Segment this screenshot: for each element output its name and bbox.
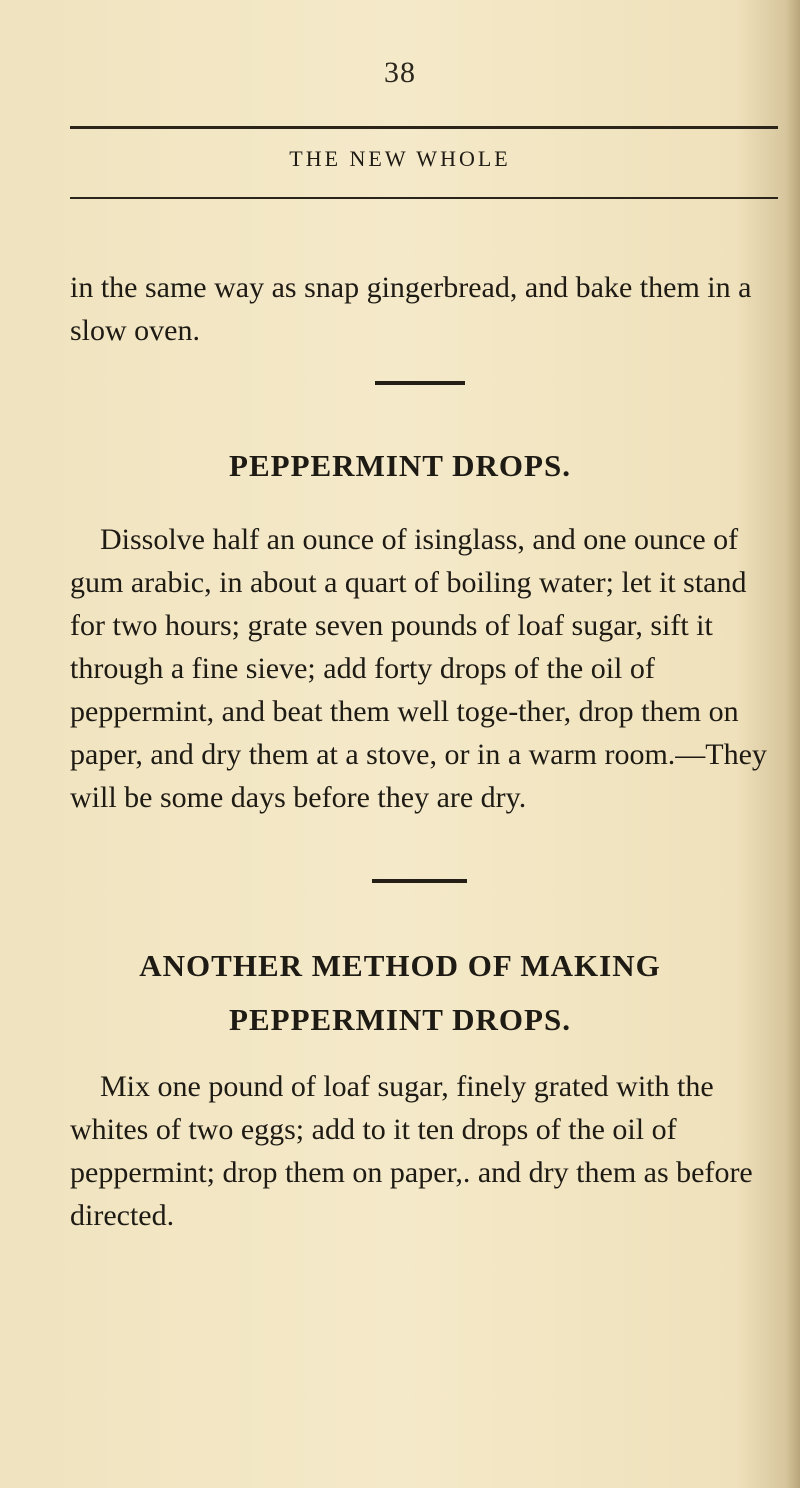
section-heading-another-method <box>0 939 800 1047</box>
peppermint-drops-recipe: Dissolve half an ounce of isinglass, and one ounce of gum arabic, in about a quart of boiling water; let it stand for two hours; grate seven pounds of loaf sugar, sift it through a fine sieve; add forty drops of the oil of peppermint, and beat them well toge-ther, drop them on paper, and dry them at a stove, or in a warm room.—They will be some days before they are dry. <box>70 523 767 814</box>
another-method-recipe: Mix one pound of loaf sugar, finely grated with the whites of two eggs; add to it ten drops of the oil of peppermint; drop them on paper,. and dry them as before directed. <box>70 1070 753 1232</box>
running-head: THE NEW WHOLE <box>289 146 511 171</box>
heading-line-1: ANOTHER METHOD OF MAKING <box>139 948 661 983</box>
header-rule-top <box>70 126 778 129</box>
page-number: 38 <box>384 56 416 89</box>
heading-line-2: PEPPERMINT DROPS. <box>229 1002 571 1037</box>
section-divider <box>372 879 467 883</box>
header-rule-bottom <box>70 197 778 199</box>
section-divider <box>375 381 465 385</box>
section-heading-peppermint-drops: PEPPERMINT DROPS. <box>229 448 571 483</box>
page-edge-shadow <box>786 0 800 1488</box>
opening-paragraph: in the same way as snap gingerbread, and bake them in a slow oven. <box>70 271 752 347</box>
